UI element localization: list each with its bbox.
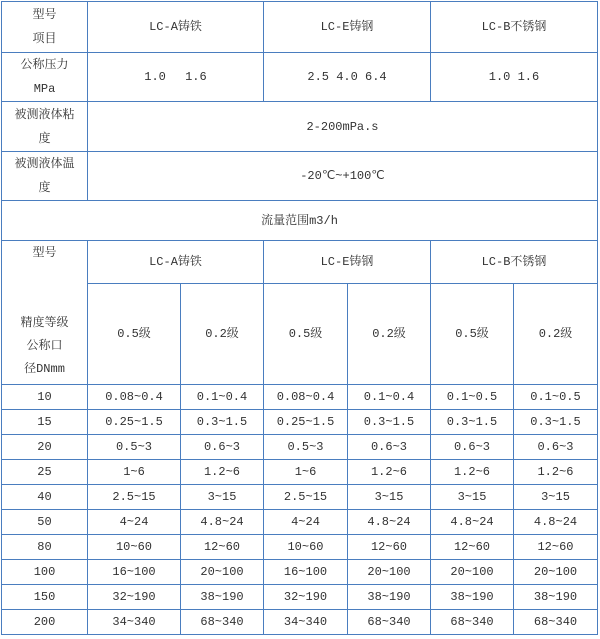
item-label: 项目 — [32, 32, 57, 46]
flow-range-cell: 0.5~3 — [264, 435, 348, 460]
pressure-label — [2, 53, 88, 102]
temperature-label-line: 度 — [38, 181, 51, 195]
flow-title-row — [2, 201, 598, 241]
grade-header: 0.2级 — [348, 284, 431, 385]
dn-cell: 15 — [2, 410, 88, 435]
table-row — [2, 410, 598, 435]
grade-header: 0.5级 — [264, 284, 348, 385]
dn-cell: 20 — [2, 435, 88, 460]
flow-range-cell: 12~60 — [431, 535, 514, 560]
temperature-label-line: 被测液体温 — [14, 157, 75, 171]
flow-range-cell: 3~15 — [431, 485, 514, 510]
flow-range-cell: 0.5~3 — [88, 435, 181, 460]
flow-range-cell: 68~340 — [514, 610, 598, 635]
dn-cell: 10 — [2, 385, 88, 410]
flow-range-cell: 4.8~24 — [181, 510, 264, 535]
flow-range-cell: 3~15 — [181, 485, 264, 510]
table-row — [2, 460, 598, 485]
flow-range-cell: 32~190 — [88, 585, 181, 610]
flow-range-cell: 20~100 — [431, 560, 514, 585]
flow-corner-cell — [2, 241, 88, 385]
grade-header: 0.5级 — [88, 284, 181, 385]
flow-title: 流量范围m3/h — [2, 201, 598, 241]
flow-range-cell: 38~190 — [348, 585, 431, 610]
dn-cell: 100 — [2, 560, 88, 585]
flow-range-cell: 0.3~1.5 — [181, 410, 264, 435]
pressure-value: 2.5 4.0 6.4 — [264, 53, 431, 102]
flow-model-label: 型号 — [32, 246, 57, 260]
flow-range-cell: 1.2~6 — [181, 460, 264, 485]
flow-range-cell: 20~100 — [514, 560, 598, 585]
flow-range-cell: 0.3~1.5 — [514, 410, 598, 435]
flow-range-cell: 68~340 — [181, 610, 264, 635]
flow-range-cell: 1.2~6 — [514, 460, 598, 485]
dn-cell: 40 — [2, 485, 88, 510]
flow-range-cell: 34~340 — [264, 610, 348, 635]
dn-cell: 200 — [2, 610, 88, 635]
temperature-value: -20℃~+100℃ — [88, 152, 598, 201]
model-header: LC-E铸钢 — [264, 2, 431, 53]
flow-range-cell: 0.6~3 — [431, 435, 514, 460]
viscosity-row — [2, 102, 598, 152]
pressure-label-line: 公称压力 — [20, 58, 69, 72]
flow-range-cell: 0.25~1.5 — [264, 410, 348, 435]
flow-range-cell: 0.6~3 — [348, 435, 431, 460]
grade-row — [2, 284, 598, 385]
dn-label: 公称口 — [26, 339, 63, 353]
flow-range-cell: 12~60 — [514, 535, 598, 560]
flow-range-cell: 2.5~15 — [264, 485, 348, 510]
flow-range-cell: 32~190 — [264, 585, 348, 610]
flow-range-cell: 16~100 — [264, 560, 348, 585]
flow-range-cell: 0.1~0.5 — [431, 385, 514, 410]
temperature-label — [2, 152, 88, 201]
grade-header: 0.2级 — [514, 284, 598, 385]
flow-range-cell: 0.6~3 — [181, 435, 264, 460]
flow-range-cell: 4~24 — [88, 510, 181, 535]
table-row — [2, 535, 598, 560]
flow-range-cell: 1.2~6 — [431, 460, 514, 485]
pressure-unit: MPa — [33, 82, 56, 96]
flow-range-cell: 1.2~6 — [348, 460, 431, 485]
flow-range-cell: 0.6~3 — [514, 435, 598, 460]
flow-range-cell: 0.25~1.5 — [88, 410, 181, 435]
flow-range-cell: 68~340 — [348, 610, 431, 635]
flow-range-cell: 10~60 — [264, 535, 348, 560]
flow-model-header: LC-E铸钢 — [264, 241, 431, 284]
flow-range-cell: 0.3~1.5 — [431, 410, 514, 435]
dn-cell: 80 — [2, 535, 88, 560]
spec-table — [1, 1, 598, 635]
temperature-row — [2, 152, 598, 201]
grade-header: 0.5级 — [431, 284, 514, 385]
dn-label: 径DNmm — [24, 362, 65, 376]
viscosity-value: 2-200mPa.s — [88, 102, 598, 152]
dn-cell: 50 — [2, 510, 88, 535]
grade-dn-label — [2, 312, 87, 383]
flow-range-cell: 0.08~0.4 — [88, 385, 181, 410]
flow-range-cell: 38~190 — [431, 585, 514, 610]
flow-range-cell: 3~15 — [514, 485, 598, 510]
table-row — [2, 385, 598, 410]
flow-range-cell: 0.3~1.5 — [348, 410, 431, 435]
header-row — [2, 2, 598, 53]
table-row — [2, 510, 598, 535]
flow-range-cell: 10~60 — [88, 535, 181, 560]
dn-cell: 150 — [2, 585, 88, 610]
flow-range-cell: 4~24 — [264, 510, 348, 535]
flow-range-cell: 4.8~24 — [431, 510, 514, 535]
table-row — [2, 435, 598, 460]
flow-range-cell: 38~190 — [181, 585, 264, 610]
flow-range-cell: 34~340 — [88, 610, 181, 635]
table-row — [2, 560, 598, 585]
viscosity-label-line: 被测液体粘 — [14, 107, 75, 122]
flow-range-cell: 20~100 — [348, 560, 431, 585]
flow-range-cell: 12~60 — [348, 535, 431, 560]
flow-range-cell: 4.8~24 — [348, 510, 431, 535]
grade-header: 0.2级 — [181, 284, 264, 385]
flow-range-cell: 38~190 — [514, 585, 598, 610]
table-row — [2, 585, 598, 610]
flow-range-cell: 0.1~0.4 — [181, 385, 264, 410]
pressure-value: 1.0 1.6 — [88, 53, 264, 102]
flow-range-cell: 68~340 — [431, 610, 514, 635]
table-row — [2, 610, 598, 635]
flow-range-cell: 20~100 — [181, 560, 264, 585]
flow-model-row — [2, 241, 598, 284]
table-row — [2, 485, 598, 510]
flow-range-cell: 16~100 — [88, 560, 181, 585]
flow-model-header: LC-B不锈钢 — [431, 241, 598, 284]
model-header: LC-B不锈钢 — [431, 2, 598, 53]
viscosity-label — [2, 102, 88, 152]
dn-cell: 25 — [2, 460, 88, 485]
flow-range-cell: 2.5~15 — [88, 485, 181, 510]
model-header: LC-A铸铁 — [88, 2, 264, 53]
model-label: 型号 — [32, 8, 57, 22]
flow-range-cell: 1~6 — [88, 460, 181, 485]
flow-range-cell: 0.08~0.4 — [264, 385, 348, 410]
flow-range-cell: 0.1~0.4 — [348, 385, 431, 410]
flow-range-cell: 0.1~0.5 — [514, 385, 598, 410]
pressure-value: 1.0 1.6 — [431, 53, 598, 102]
pressure-row — [2, 53, 598, 102]
flow-range-cell: 1~6 — [264, 460, 348, 485]
flow-range-cell: 12~60 — [181, 535, 264, 560]
item-header-cell — [2, 2, 88, 53]
viscosity-label-line: 度 — [38, 131, 51, 146]
flow-range-cell: 4.8~24 — [514, 510, 598, 535]
flow-range-cell: 3~15 — [348, 485, 431, 510]
flow-model-header: LC-A铸铁 — [88, 241, 264, 284]
grade-label: 精度等级 — [20, 316, 69, 330]
